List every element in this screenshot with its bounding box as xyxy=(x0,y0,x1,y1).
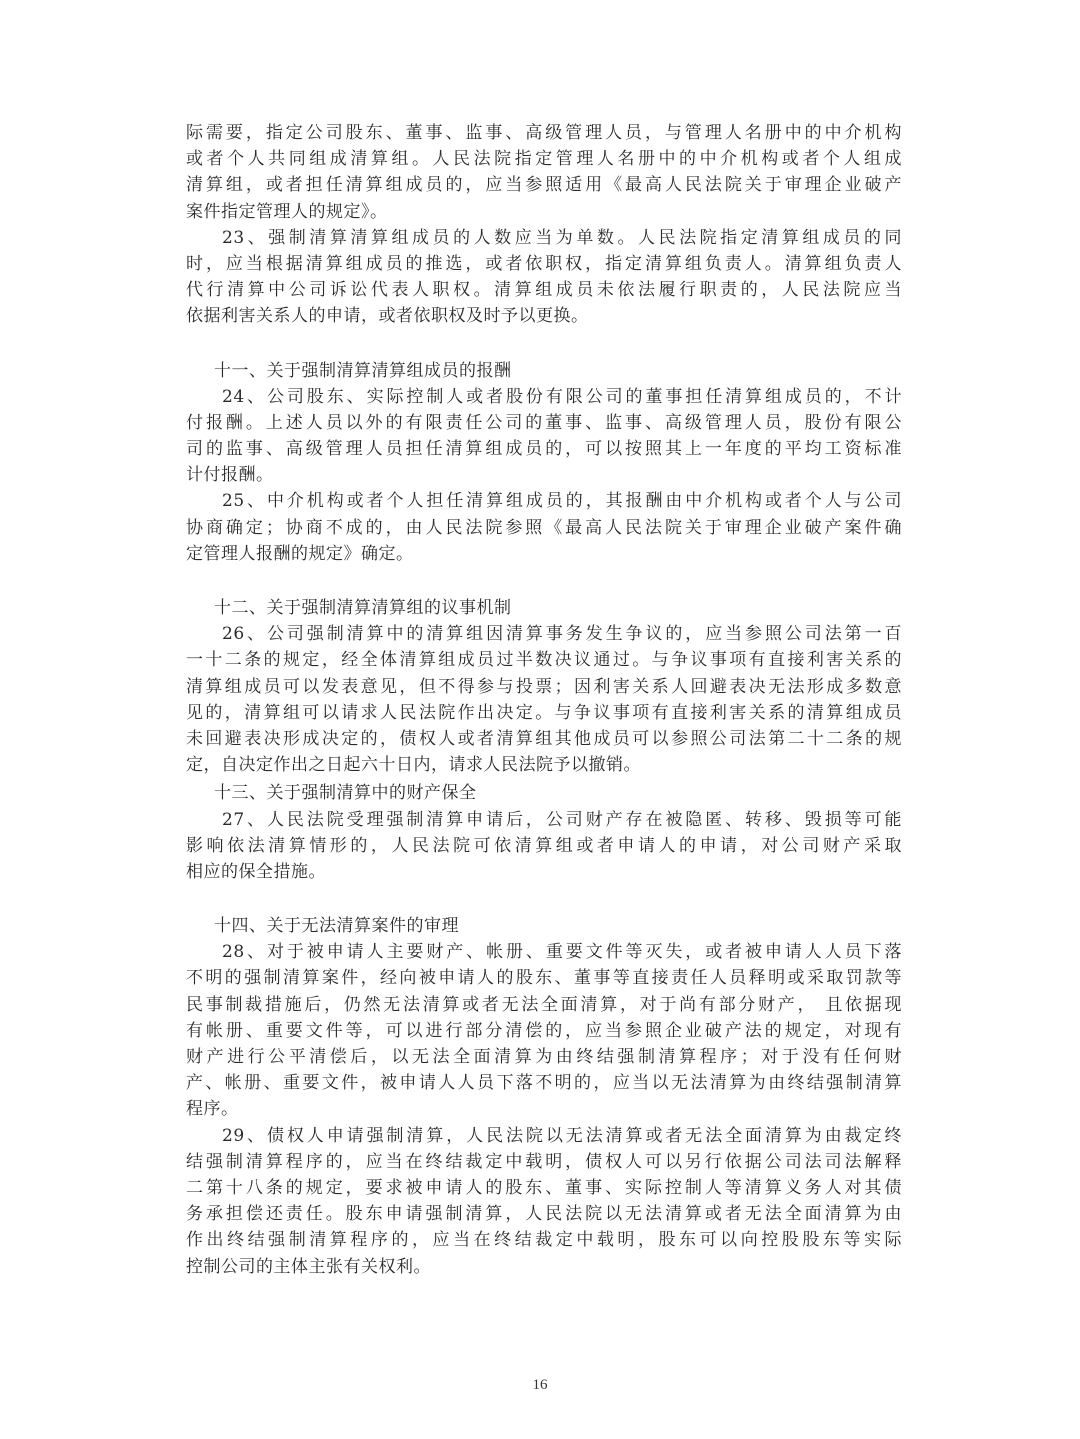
section-heading: 十三、关于强制清算中的财产保全 xyxy=(214,783,477,804)
text-line: 控制公司的主体主张有关权利。 xyxy=(186,1256,431,1277)
text-line: 财产进行公平清偿后，以无法全面清算为由终结强制清算程序；对于没有任何财 xyxy=(186,1047,902,1067)
text-line: 务承担偿还责任。股东申请强制清算，人民法院以无法清算或者无法全面清算为由 xyxy=(186,1204,902,1225)
paragraph xyxy=(186,621,902,778)
text-line: 不明的强制清算案件，经向被申请人的股东、董事等直接责任人员释明或采取罚款等 xyxy=(186,968,902,989)
text-line: 27、人民法院受理强制清算申请后，公司财产存在被隐匿、转移、毁损等可能 xyxy=(222,809,902,830)
text-line: 或者个人共同组成清算组。人民法院指定管理人名册中的中介机构或者个人组成 xyxy=(186,149,902,170)
text-line: 26、公司强制清算中的清算组因清算事务发生争议的，应当参照公司法第一百 xyxy=(222,624,902,645)
paragraph xyxy=(186,384,902,489)
paragraph xyxy=(186,488,902,567)
paragraph xyxy=(186,1123,902,1280)
text-line: 24、公司股东、实际控制人或者股份有限公司的董事担任清算组成员的，不计 xyxy=(222,386,902,407)
text-line: 二第十八条的规定，要求被申请人的股东、董事、实际控制人等清算义务人对其债 xyxy=(186,1177,902,1198)
text-line: 付报酬。上述人员以外的有限责任公司的董事、监事、高级管理人员，股份有限公 xyxy=(186,412,902,433)
section-heading: 十四、关于无法清算案件的审理 xyxy=(214,916,459,937)
text-line: 一十二条的规定，经全体清算组成员过半数决议通过。与争议事项有直接利害关系的 xyxy=(186,650,902,671)
text-line: 29、债权人申请强制清算，人民法院以无法清算或者无法全面清算为由裁定终 xyxy=(222,1125,902,1146)
text-line: 见的，清算组可以请求人民法院作出决定。与争议事项有直接利害关系的清算组成员 xyxy=(186,702,902,723)
text-line: 23、强制清算清算组成员的人数应当为单数。人民法院指定清算组成员的同 xyxy=(222,227,902,248)
text-line: 民事制裁措施后，仍然无法清算或者无法全面清算，对于尚有部分财产， 且依据现 xyxy=(186,994,902,1015)
section-heading: 十一、关于强制清算清算组成员的报酬 xyxy=(214,360,512,381)
text-line: 清算组成员可以发表意见，但不得参与投票；因利害关系人回避表决无法形成多数意 xyxy=(186,676,902,697)
paragraph xyxy=(186,120,902,225)
text-line: 代行清算中公司诉讼代表人职权。清算组成员未依法履行职责的，人民法院应当 xyxy=(186,280,902,301)
text-line: 结强制清算程序的，应当在终结裁定中载明，债权人可以另行依据公司法司法解释 xyxy=(186,1151,902,1172)
text-line: 25、中介机构或者个人担任清算组成员的，其报酬由中介机构或者个人与公司 xyxy=(222,491,902,512)
document-body xyxy=(186,120,902,1280)
text-line: 定，自决定作出之日起六十日内，请求人民法院予以撤销。 xyxy=(186,755,641,776)
text-line: 司的监事、高级管理人员担任清算组成员的，可以按照其上一年度的平均工资标准 xyxy=(186,439,902,460)
paragraph xyxy=(186,807,902,886)
text-line: 时，应当根据清算组成员的推选，或者依职权，指定清算组负责人。清算组负责人 xyxy=(186,253,902,274)
page-number: 16 xyxy=(532,1377,548,1393)
section-heading: 十二、关于强制清算清算组的议事机制 xyxy=(214,598,512,618)
text-line: 程序。 xyxy=(186,1099,239,1120)
text-line: 计付报酬。 xyxy=(186,465,274,486)
text-line: 相应的保全措施。 xyxy=(186,861,326,882)
paragraph xyxy=(186,939,902,1122)
text-line: 有帐册、重要文件等，可以进行部分清偿的，应当参照企业破产法的规定，对现有 xyxy=(186,1020,902,1041)
paragraph-gap xyxy=(186,567,902,593)
text-line: 定管理人报酬的规定》确定。 xyxy=(186,543,414,564)
text-line: 依据利害关系人的申请，或者依职权及时予以更换。 xyxy=(186,306,589,327)
text-line: 未回避表决形成决定的，债权人或者清算组其他成员可以参照公司法第二十二条的规 xyxy=(186,728,902,749)
text-line: 作出终结强制清算程序的，应当在终结裁定中载明，股东可以向控股股东等实际 xyxy=(186,1230,902,1251)
paragraph-gap xyxy=(186,885,902,911)
text-line: 清算组，或者担任清算组成员的，应当参照适用《最高人民法院关于审理企业破产 xyxy=(186,175,902,196)
text-line: 际需要，指定公司股东、董事、监事、高级管理人员，与管理人名册中的中介机构 xyxy=(186,123,902,143)
paragraph xyxy=(186,225,902,330)
text-line: 产、帐册、重要文件，被申请人人员下落不明的，应当以无法清算为由终结强制清算 xyxy=(186,1073,902,1094)
text-line: 协商确定；协商不成的，由人民法院参照《最高人民法院关于审理企业破产案件确 xyxy=(186,517,902,538)
paragraph-gap xyxy=(186,330,902,356)
text-line: 28、对于被申请人主要财产、帐册、重要文件等灭失，或者被申请人人员下落 xyxy=(222,942,902,963)
text-line: 案件指定管理人的规定》。 xyxy=(186,201,388,222)
text-line: 影响依法清算情形的，人民法院可依清算组或者申请人的申请，对公司财产采取 xyxy=(186,835,902,856)
